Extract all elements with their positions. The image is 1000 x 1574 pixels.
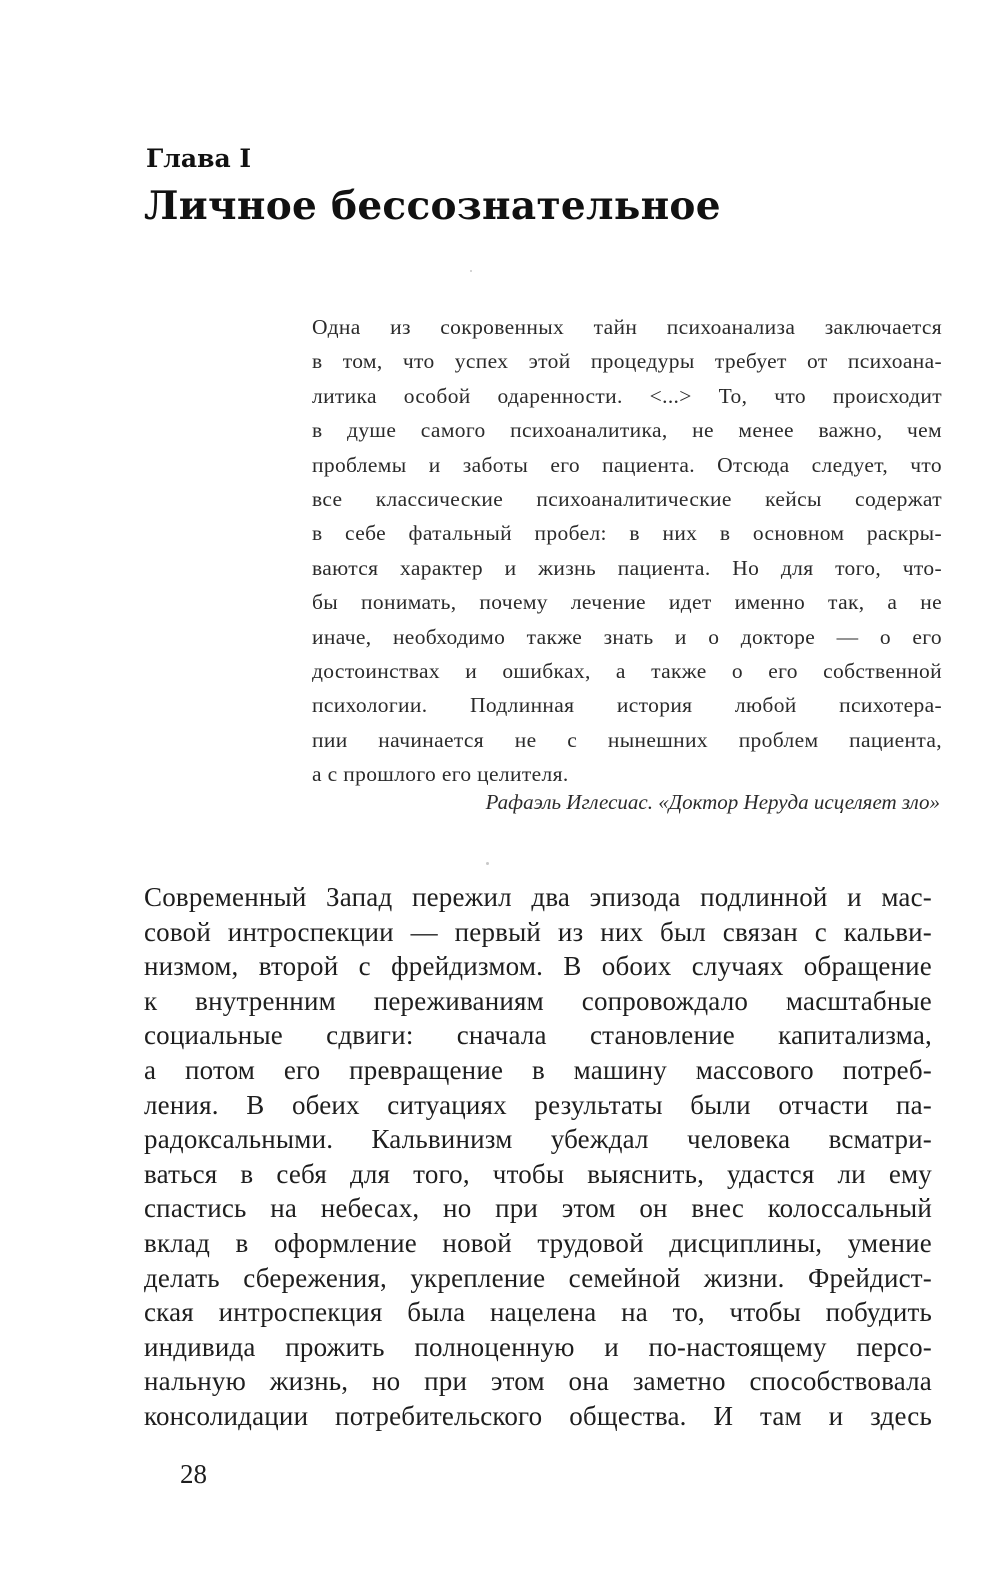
body-line: ления. В обеих ситуациях результаты были отчасти па- (144, 1089, 932, 1120)
epigraph-line: литика особой одаренности. <...> То, что происходит (312, 383, 942, 408)
epigraph-line: ваются характер и жизнь пациента. Но для того, что- (312, 555, 942, 580)
epigraph-line: бы понимать, почему лечение идет именно так, а не (312, 590, 942, 615)
body-line: консолидации потребительского общества. И там и здесь (144, 1400, 932, 1431)
chapter-title: Личное бессознательное (144, 183, 721, 229)
body-line: к внутренним переживаниям сопровождало масштабные (144, 985, 932, 1016)
chapter-label: Глава I (146, 144, 252, 173)
body-line: социальные сдвиги: сначала становление капитализма, (144, 1020, 932, 1051)
body-line: ская интроспекция была нацелена на то, чтобы побудить (144, 1297, 932, 1328)
page-number: 28 (180, 1459, 207, 1489)
epigraph-source: Рафаэль Иглесиас. «Доктор Неруда исцеляет зло» (485, 790, 940, 814)
epigraph-line: иначе, необходимо также знать и о докторе — о его (312, 624, 942, 649)
epigraph-line: достоинствах и ошибках, а также о его собственной (312, 658, 942, 683)
epigraph-line: проблемы и заботы его пациента. Отсюда следует, что (312, 452, 942, 477)
epigraph-line: пии начинается не с нынешних проблем пациента, (312, 727, 942, 752)
epigraph-line: психологии. Подлинная история любой психотера- (312, 693, 942, 718)
body-line: низмом, второй с фрейдизмом. В обоих случаях обращение (144, 951, 932, 982)
body-line: нальную жизнь, но при этом она заметно способствовала (144, 1366, 932, 1397)
body-line: совой интроспекции — первый из них был связан с кальви- (144, 916, 932, 947)
body-line: делать сбережения, укрепление семейной жизни. Фрейдист- (144, 1262, 932, 1293)
body-line: ваться в себя для того, чтобы выяснить, удастся ли ему (144, 1158, 932, 1189)
body-line: спастись на небесах, но при этом он внес колоссальный (144, 1193, 932, 1224)
epigraph-line: Одна из сокровенных тайн психоанализа заключается (312, 315, 942, 339)
epigraph-line: все классические психоаналитические кейсы содержат (312, 486, 942, 511)
epigraph-line: в душе самого психоаналитика, не менее важно, чем (312, 418, 942, 443)
body-line: а потом его превращение в машину массового потреб- (144, 1054, 932, 1085)
body-line: вклад в оформление новой трудовой дисциплины, умение (144, 1227, 932, 1258)
scan-speck (470, 270, 472, 272)
epigraph-line: в том, что успех этой процедуры требует от психоана- (312, 349, 942, 374)
epigraph-line: в себе фатальный пробел: в них в основном раскры- (312, 521, 942, 546)
body-text (144, 880, 932, 1434)
body-line: индивида прожить полноценную и по-настоящему персо- (144, 1331, 932, 1362)
epigraph-line: а с прошлого его целителя. (312, 762, 569, 787)
epigraph (312, 310, 942, 791)
scan-speck (486, 862, 489, 865)
body-line: Современный Запад пережил два эпизода подлинной и мас- (144, 882, 932, 912)
body-line: радоксальными. Кальвинизм убеждал человека всматри- (144, 1124, 932, 1155)
